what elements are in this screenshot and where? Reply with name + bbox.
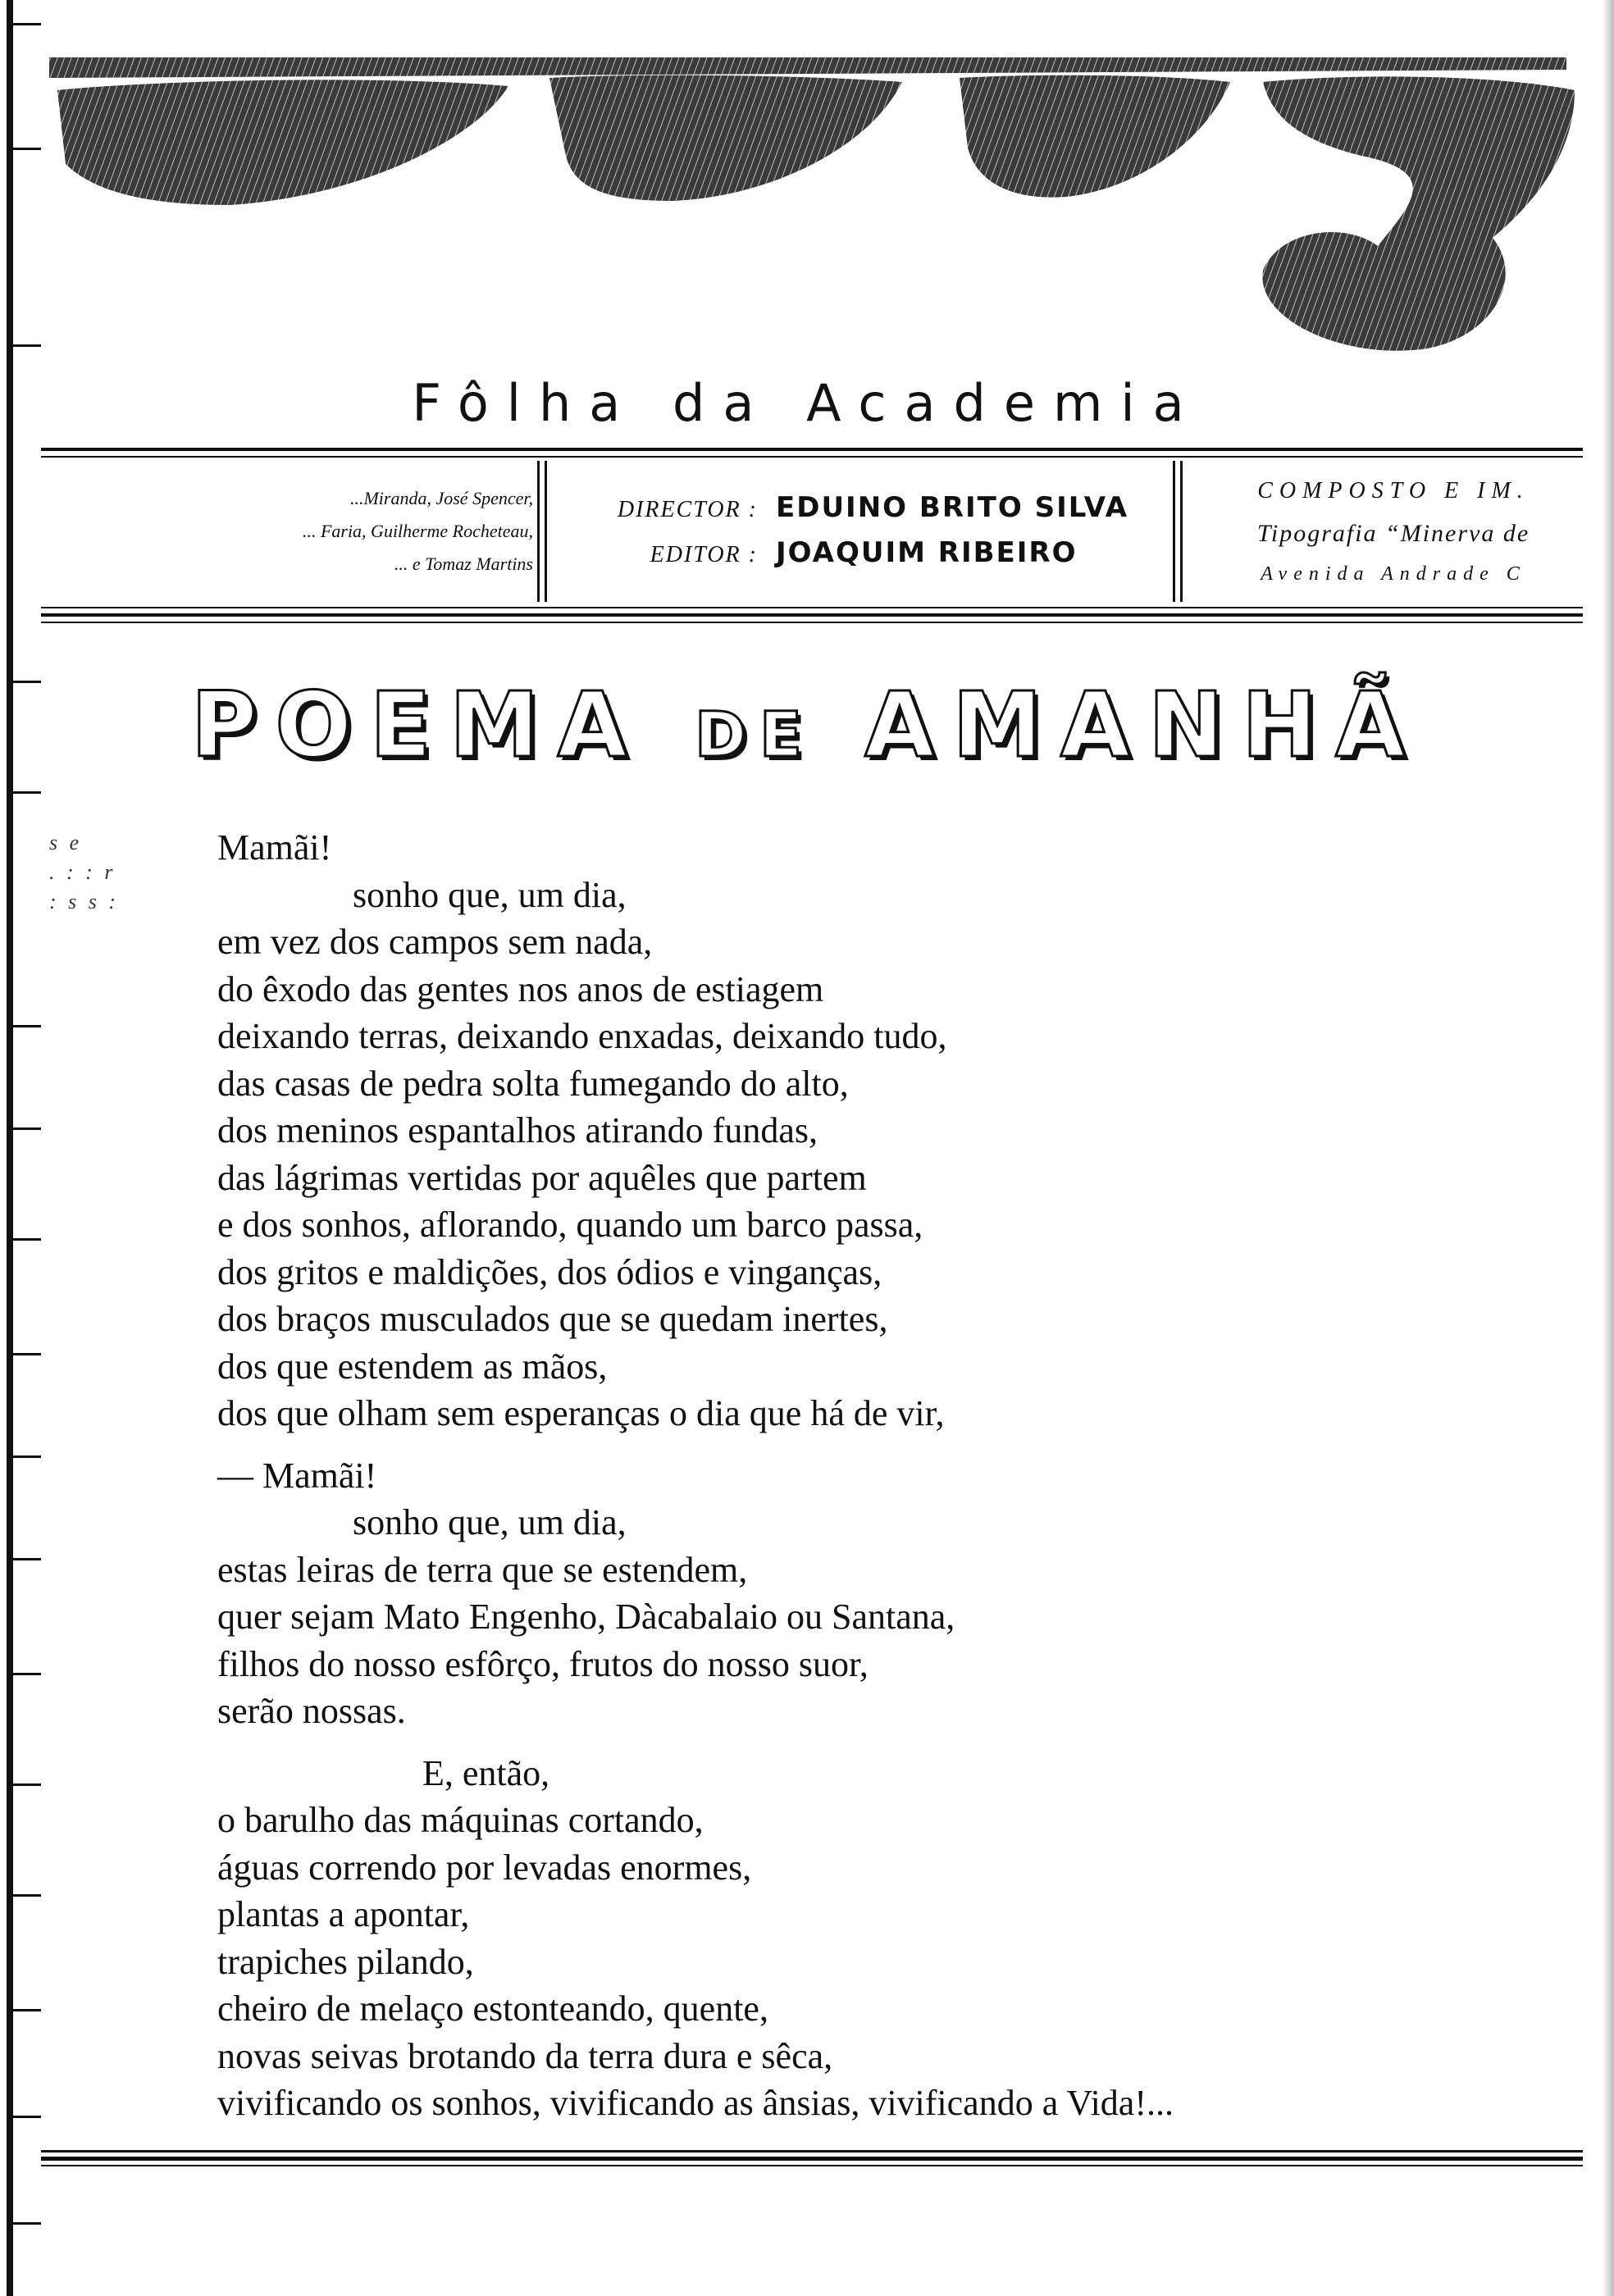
margin-tick: [11, 1894, 41, 1897]
poem-line: do êxodo das gentes nos anos de estiagem: [217, 968, 824, 1009]
margin-print-fragments: s e . : : r : s s :: [49, 831, 120, 913]
poem-line: dos braços musculados que se quedam inertes,: [217, 1299, 888, 1339]
divider-line: [41, 622, 1583, 623]
margin-tick: [11, 1673, 41, 1675]
margin-tick: [11, 1238, 41, 1241]
margin-tick: [11, 2116, 41, 2118]
poem-line: o barulho das máquinas cortando,: [217, 1800, 704, 1840]
margin-tick: [11, 344, 41, 347]
poem-line: das lágrimas vertidas por aquêles que partem: [217, 1157, 867, 1198]
editor-line: [558, 531, 1165, 576]
masthead-letter-shape: [960, 75, 1230, 198]
poem-line: cheiro de melaço estonteando, quente,: [217, 1988, 768, 2029]
poem-line: dos que estendem as mãos,: [217, 1346, 608, 1387]
poem-line: E, então,: [422, 1752, 550, 1793]
director-label: DIRECTOR :: [617, 497, 758, 522]
poem-line: e dos sonhos, aflorando, quando um barco passa,: [217, 1205, 923, 1245]
poem-title-mid: DE: [694, 698, 815, 771]
director-line: [558, 486, 1165, 531]
poem-line: filhos do nosso esfôrço, frutos do nosso suor,: [217, 1643, 869, 1684]
poem-line: — Mamãi!: [217, 1455, 377, 1496]
editor-name: JOAQUIM RIBEIRO: [776, 536, 1078, 569]
margin-tick: [11, 1456, 41, 1458]
margin-tick: [11, 2222, 41, 2225]
margin-tick: [11, 1025, 41, 1027]
poem-line: quer sejam Mato Engenho, Dàcabalaio ou Santana,: [217, 1597, 955, 1637]
printer-info: [1197, 461, 1589, 602]
margin-tick: [11, 1784, 41, 1786]
poem-line: Mamãi!: [217, 827, 332, 868]
poem-title-end: AMANHÃ: [864, 672, 1424, 777]
staff-credits: [49, 461, 533, 602]
masthead-subtitle: Fôlha da Academia: [412, 373, 1202, 433]
poem-line: estas leiras de terra que se estendem,: [217, 1549, 748, 1590]
divider-line: [41, 2150, 1583, 2152]
editor-label: EDITOR :: [650, 542, 758, 567]
poem-line: dos que olham sem esperanças o dia que há de vir,: [217, 1393, 945, 1433]
poem-line: deixando terras, deixando enxadas, deixando tudo,: [217, 1016, 947, 1056]
masthead-logo: [49, 41, 1591, 369]
poem-line: novas seivas brotando da terra dura e sêca,: [217, 2035, 833, 2076]
poem-line: em vez dos campos sem nada,: [217, 922, 653, 962]
margin-tick: [11, 1353, 41, 1355]
margin-tick: [11, 1128, 41, 1130]
editorial-roles: [558, 461, 1165, 602]
divider-line: [41, 2157, 1583, 2161]
director-name: EDUINO BRITO SILVA: [776, 491, 1129, 524]
masthead-letter-shape: [57, 80, 508, 205]
divider-line: [41, 607, 1583, 608]
staff-line: ...Miranda, José Spencer,: [349, 488, 533, 508]
poem-line: trapiches pilando,: [217, 1941, 474, 1982]
printer-line: COMPOSTO E IM.: [1257, 478, 1530, 503]
poem-line: plantas a apontar,: [217, 1894, 470, 1934]
divider-line: [41, 613, 1583, 617]
staff-line: ... Faria, Guilherme Rocheteau,: [302, 521, 533, 541]
masthead-top-band: [49, 57, 1566, 78]
staff-line: ... e Tomaz Martins: [394, 554, 533, 574]
margin-tick: [11, 791, 41, 794]
scan-edge-shadow: [1603, 0, 1614, 2296]
column-separator: [1173, 461, 1183, 602]
poem-line: dos gritos e maldições, dos ódios e vinganças,: [217, 1251, 882, 1292]
divider-line: [41, 2165, 1583, 2166]
poem-title-main: POEMA: [190, 672, 645, 777]
poem-line: dos meninos espantalhos atirando fundas,: [217, 1110, 818, 1150]
divider-line: [41, 448, 1583, 451]
stanza-1: [217, 824, 1562, 1437]
stanza-3: [217, 1750, 1562, 2127]
poem-line: sonho que, um dia,: [353, 874, 627, 915]
poem-line: das casas de pedra solta fumegando do alto,: [217, 1063, 849, 1104]
poem-line: sonho que, um dia,: [353, 1502, 627, 1542]
stanza-2: [217, 1452, 1562, 1735]
poem-line: águas correndo por levadas enormes,: [217, 1847, 752, 1888]
poem-line: vivificando os sonhos, vivificando as ânsias, vivificando a Vida!...: [217, 2083, 1174, 2123]
divider-line: [41, 456, 1583, 458]
margin-tick: [11, 1558, 41, 1560]
poem-body: [217, 824, 1562, 2142]
masthead-letter-shape: [549, 75, 902, 201]
masthead-letter-shape: [1262, 76, 1575, 350]
margin-tick: [11, 2009, 41, 2011]
margin-tick: [11, 23, 41, 25]
column-separator: [537, 461, 547, 602]
margin-tick: [11, 148, 41, 150]
printer-line: Avenida Andrade C: [1261, 563, 1526, 585]
poem-line: serão nossas.: [217, 1691, 406, 1731]
printer-line: Tipografia “Minerva de: [1256, 520, 1530, 547]
poem-title: [0, 672, 1614, 777]
